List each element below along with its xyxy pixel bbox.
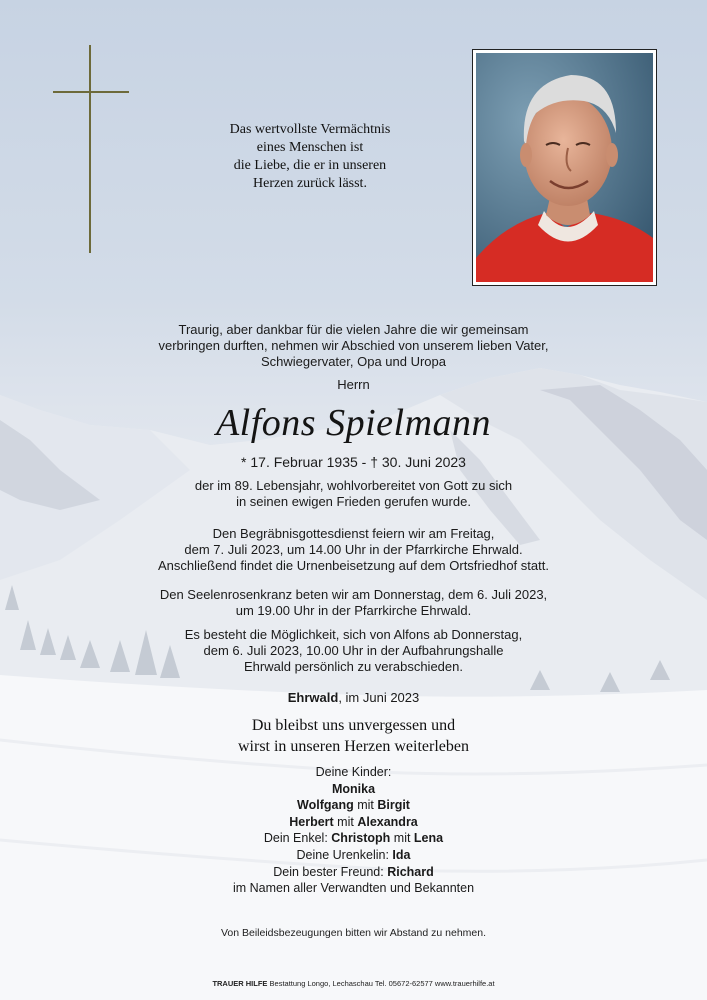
quote-line: Das wertvollste Vermächtnis [229,122,391,137]
cross-icon-vertical [89,45,91,253]
rosary-line: um 19.00 Uhr in der Pfarrkirche Ehrwald. [235,603,472,618]
grandchild-name: Christoph [331,831,391,846]
grandchild-label: Dein Enkel: [263,831,332,846]
family-list [0,764,707,897]
closing-line: im Namen aller Verwandten und Bekannten [232,881,475,896]
portrait-frame [472,49,657,286]
child-name: Herbert [289,814,334,829]
footer-contact: Bestattung Longo, Lechaschau Tel. 05672-62577 www.trauerhilfe.at [267,979,495,988]
viewing-line: Es besteht die Möglichkeit, sich von Alfons ab Donnerstag, [184,627,523,642]
viewing-text [0,627,707,675]
cross-icon-horizontal [53,91,129,93]
remembrance-line: wirst in unseren Herzen weiterleben [237,738,469,755]
salutation: Herrn [337,377,370,392]
intro-line: Schwiegervater, Opa und Uropa [261,354,446,369]
intro-text [0,322,707,370]
with-text: mit [333,814,358,829]
intro-line: verbringen durften, nehmen wir Abschied von unserem lieben Vater, [158,338,549,353]
funeral-line: dem 7. Juli 2023, um 14.00 Uhr in der Pfarrkirche Ehrwald. [184,542,523,557]
partner-name: Alexandra [357,814,418,829]
quote-line: die Liebe, die er in unseren [233,158,387,173]
great-grandchild-label: Deine Urenkelin: [296,847,393,862]
age-line: in seinen ewigen Frieden gerufen wurde. [236,494,471,509]
friend-name: Richard [387,864,434,879]
deceased-name: Alfons Spielmann [215,402,492,444]
age-text [0,478,707,510]
footer-brand: TRAUER HILFE [212,979,268,988]
viewing-line: Ehrwald persönlich zu verabschieden. [244,659,463,674]
place-name: Ehrwald [287,690,339,705]
funeral-line: Den Begräbnisgottesdienst feiern wir am Freitag, [212,526,495,541]
quote-line: Herzen zurück lässt. [253,176,367,191]
date-text: , im Juni 2023 [338,690,420,705]
children-label: Deine Kinder: [315,765,392,779]
funeral-line: Anschließend findet die Urnenbeisetzung auf dem Ortsfriedhof statt. [158,558,549,573]
remembrance-line: Du bleibst uns unvergessen und [251,717,456,734]
with-text: mit [390,831,414,846]
life-dates: * 17. Februar 1935 - † 30. Juni 2023 [241,454,466,470]
footer [0,979,707,988]
remembrance-text [0,715,707,757]
with-text: mit [353,798,378,813]
child-name: Monika [331,781,376,796]
memorial-quote [190,121,430,193]
condolence-note: Von Beileidsbezeugungen bitten wir Abstand zu nehmen. [220,927,487,939]
rosary-line: Den Seelenrosenkranz beten wir am Donnerstag, dem 6. Juli 2023, [159,587,548,602]
great-grandchild-name: Ida [392,847,411,862]
quote-line: eines Menschen ist [256,140,364,155]
partner-name: Lena [413,831,444,846]
intro-line: Traurig, aber dankbar für die vielen Jahre die wir gemeinsam [178,322,529,337]
child-name: Wolfgang [297,798,354,813]
rosary-text [0,587,707,619]
age-line: der im 89. Lebensjahr, wohlvorbereitet von Gott zu sich [194,478,513,493]
funeral-text [0,526,707,574]
portrait-photo [476,53,653,282]
friend-label: Dein bester Freund: [273,864,388,879]
partner-name: Birgit [377,798,410,813]
viewing-line: dem 6. Juli 2023, 10.00 Uhr in der Aufbahrungshalle [203,643,504,658]
place-date [0,690,707,706]
